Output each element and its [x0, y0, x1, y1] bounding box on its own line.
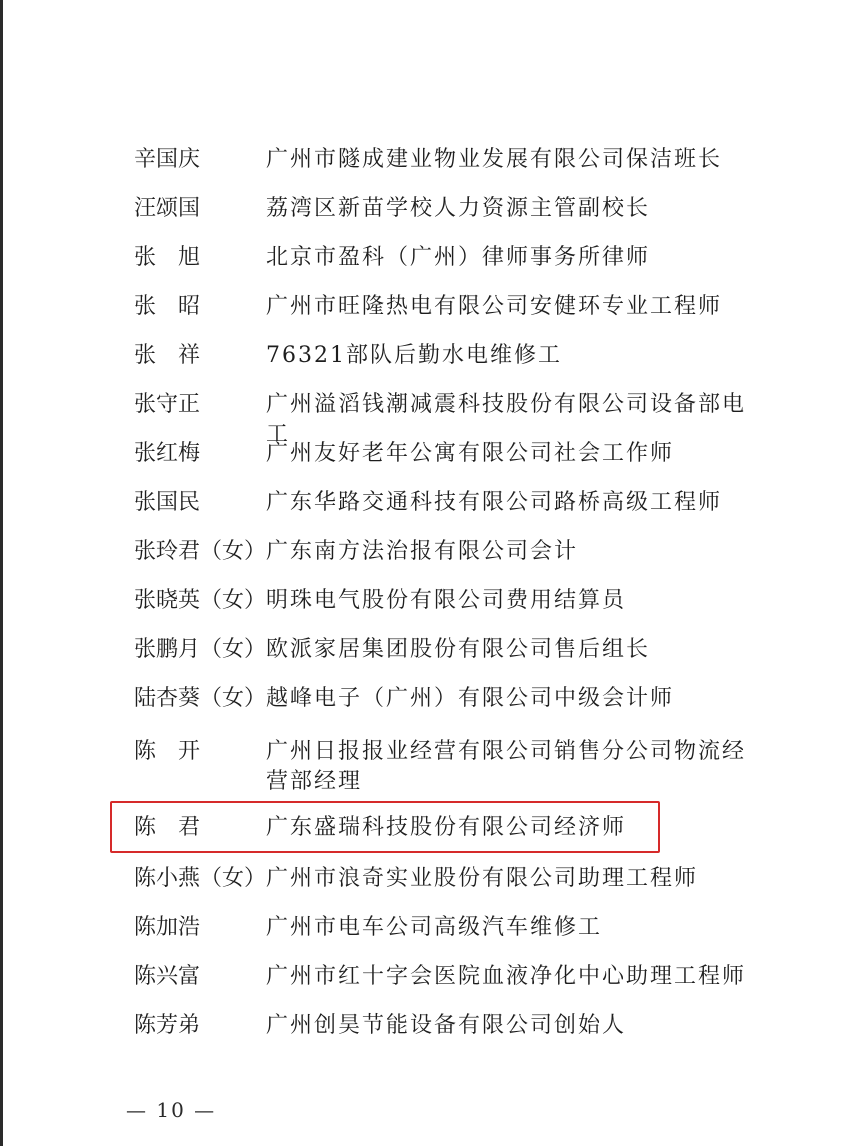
person-name: 张 祥	[134, 343, 201, 368]
person-name: 陈芳弟	[134, 1013, 201, 1038]
person-title: 广东南方法治报有限公司会计	[266, 539, 579, 564]
person-name: 陈加浩	[134, 915, 201, 940]
page-edge-line	[0, 0, 3, 1146]
person-title: 广州创昊节能设备有限公司创始人	[266, 1013, 627, 1038]
person-title: 广州市红十字会医院血液净化中心助理工程师	[266, 964, 747, 989]
person-name: 张玲君（女）	[134, 539, 267, 564]
person-name: 陈兴富	[134, 964, 201, 989]
person-name: 陈 开	[134, 739, 201, 764]
person-title: 越峰电子（广州）有限公司中级会计师	[266, 686, 675, 711]
person-name: 张晓英（女）	[134, 588, 267, 613]
person-title: 欧派家居集团股份有限公司售后组长	[266, 637, 651, 662]
person-title: 广东盛瑞科技股份有限公司经济师	[266, 815, 627, 840]
person-name: 汪颂国	[134, 196, 201, 221]
person-name: 陆杏葵（女）	[134, 686, 267, 711]
person-name: 陈 君	[134, 815, 201, 840]
person-title: 广州日报报业经营有限公司销售分公司物流经营部经理	[266, 739, 747, 794]
person-name: 张 昭	[134, 294, 201, 319]
person-name: 张 旭	[134, 245, 201, 270]
person-name: 辛国庆	[134, 147, 201, 172]
person-name: 张鹏月（女）	[134, 637, 267, 662]
person-title: 明珠电气股份有限公司费用结算员	[266, 588, 627, 613]
person-name: 张国民	[134, 490, 201, 515]
person-title: 荔湾区新苗学校人力资源主管副校长	[266, 196, 651, 221]
page-number: — 10 —	[126, 1098, 217, 1122]
person-title: 广州市浪奇实业股份有限公司助理工程师	[266, 866, 699, 891]
person-name: 张守正	[134, 392, 201, 417]
person-title: 广州市隧成建业物业发展有限公司保洁班长	[266, 147, 723, 172]
person-title: 广东华路交通科技有限公司路桥高级工程师	[266, 490, 723, 515]
person-title: 广州市旺隆热电有限公司安健环专业工程师	[266, 294, 723, 319]
person-name: 张红梅	[134, 441, 201, 466]
person-title: 北京市盈科（广州）律师事务所律师	[266, 245, 651, 270]
person-name: 陈小燕（女）	[134, 866, 267, 891]
person-title: 广州溢滔钱潮减震科技股份有限公司设备部电工	[266, 392, 747, 447]
person-title: 广州友好老年公寓有限公司社会工作师	[266, 441, 675, 466]
person-title: 76321部队后勤水电维修工	[266, 343, 562, 368]
highlight-box	[110, 801, 660, 853]
person-title: 广州市电车公司高级汽车维修工	[266, 915, 603, 940]
